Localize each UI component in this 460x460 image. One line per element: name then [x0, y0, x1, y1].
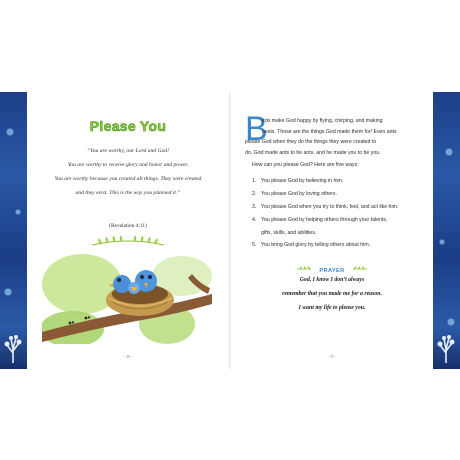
leaf-flourish-right-icon	[352, 266, 368, 272]
drop-cap: B	[245, 110, 268, 148]
verse-line: You are worthy because you created all things. They were created	[54, 176, 202, 182]
prayer-line: I want my life to please you.	[298, 305, 366, 311]
intro-line: nests. Those are the things God made them for! Even ants	[262, 128, 397, 135]
verse-line: “You are worthy, our Lord and God!	[87, 148, 169, 154]
list-item	[252, 176, 427, 189]
scripture-verse	[37, 144, 219, 200]
list-text: gifts, skills, and abilities.	[261, 229, 317, 236]
list-number: 5.	[252, 242, 257, 249]
prayer-line: remember that you made me for a reason.	[282, 291, 382, 297]
verse-line: and they exist. This is the way you planned it.”	[75, 190, 181, 196]
list-number: 3.	[252, 203, 257, 210]
left-page	[27, 92, 229, 369]
book-spread	[0, 92, 460, 369]
list-item	[252, 202, 427, 215]
prayer-label: PRAYER	[319, 268, 345, 274]
intro-line: do. God made ants to be ants, and he made you to be you.	[245, 149, 381, 156]
verse-line: You are worthy to receive glory and honor and power.	[67, 162, 189, 168]
tree-silhouette-icon	[3, 333, 23, 363]
intro-line: please God when they do the things they were created to	[245, 139, 377, 145]
ways-list	[252, 176, 427, 253]
list-text: You bring God glory by telling others about him.	[261, 242, 371, 249]
list-text: You please God when you try to think, feel, and act like him.	[261, 203, 399, 210]
list-number: 2.	[252, 190, 257, 197]
intro-paragraph-start	[262, 116, 422, 137]
list-item	[252, 228, 427, 241]
left-decorative-border	[0, 92, 27, 369]
leaf-divider-icon	[90, 236, 166, 248]
verse-reference: (Revelation 4:11)	[109, 223, 147, 229]
ways-question: How can you please God? Here are five ways:	[252, 162, 359, 168]
list-item	[252, 240, 427, 253]
page-number: - 37 -	[327, 354, 337, 359]
page-title: Please You	[89, 118, 167, 134]
right-decorative-border	[433, 92, 460, 369]
list-text: You please God by believing in him.	[261, 178, 344, 184]
list-item	[252, 189, 427, 202]
list-item	[252, 215, 427, 228]
list-number: 4.	[252, 216, 257, 223]
prayer-line: God, I know I don’t always	[299, 277, 365, 283]
list-text: You please God by helping others through your talents,	[261, 216, 388, 223]
list-number: 1.	[252, 178, 257, 184]
list-number	[252, 228, 261, 241]
birds-nest-illustration	[42, 254, 214, 344]
page-number: - 36 -	[123, 354, 133, 359]
list-text: You please God by loving others.	[261, 190, 337, 197]
prayer-text	[231, 273, 433, 315]
intro-line: irds make God happy by flying, chirping, and making	[262, 118, 383, 124]
leaf-flourish-left-icon	[296, 266, 312, 272]
right-page	[231, 92, 433, 369]
tree-silhouette-icon	[436, 333, 456, 363]
intro-paragraph-end	[245, 137, 423, 158]
